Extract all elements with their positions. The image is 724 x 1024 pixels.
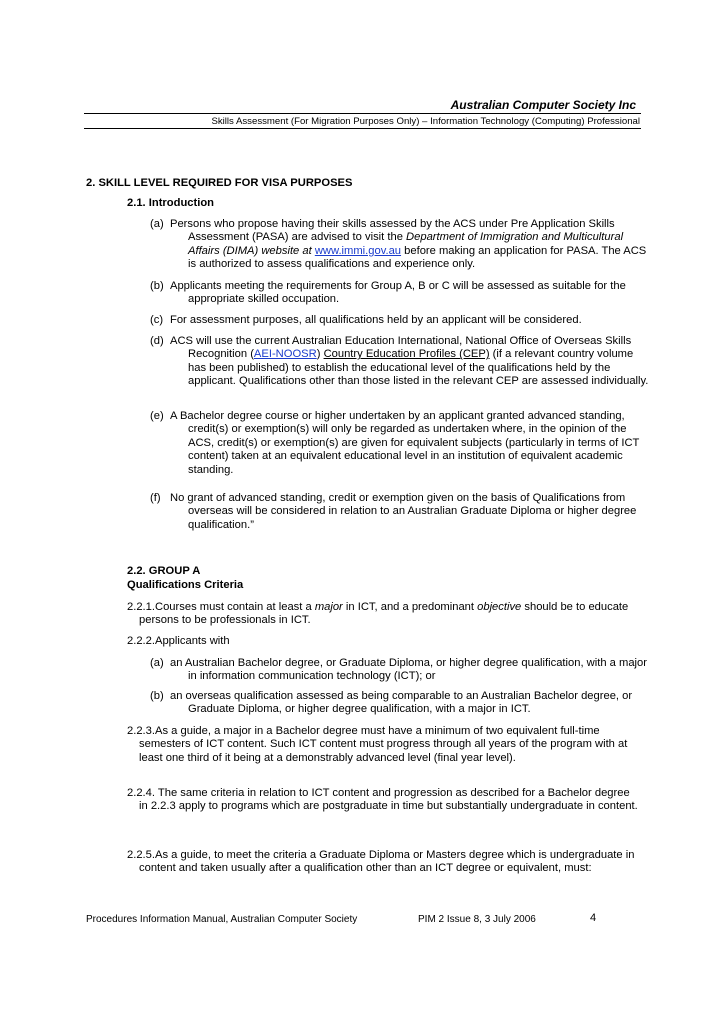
item-d-label: (d) [150,335,164,347]
item-a-label: (a) [150,218,164,230]
item-222a-label: (a) [150,657,164,669]
para-2-2-2: 2.2.2.Applicants with [127,635,230,647]
header-org-name: Australian Computer Society Inc [450,98,636,112]
item-b-label: (b) [150,280,164,292]
item-d-text: ACS will use the current Australian Education International, National Office of Overseas Skills Recognition (AEI-NOOSR) Country Education Profiles (CEP) (if a relevant country volume has been published) to establish the educational level of the qualifications held by the applicant. Qualifications other than those listed in the relevant CEP are assessed individually. [170,335,649,388]
item-f-label: (f) [150,492,161,504]
header-subtitle: Skills Assessment (For Migration Purposes Only) – Information Technology (Computing) Professional [211,116,640,127]
header-rule-top [84,113,641,114]
section-heading: 2. SKILL LEVEL REQUIRED FOR VISA PURPOSES [86,177,353,189]
immi-link[interactable]: www.immi.gov.au [314,244,402,257]
item-c-text: For assessment purposes, all qualifications held by an applicant will be considered. [170,314,582,326]
item-b-text: Applicants meeting the requirements for Group A, B or C will be assessed as suitable for the appropriate skilled occupation. [170,280,626,306]
para-2-2-1: 2.2.1.Courses must contain at least a major in ICT, and a predominant objective should be to educate persons to be professionals in ICT. [127,601,629,627]
item-c-label: (c) [150,314,164,326]
page-number: 4 [590,912,597,924]
footer-left: Procedures Information Manual, Australian Computer Society [86,914,358,925]
aei-noosr-link[interactable]: AEI-NOOSR [253,348,317,361]
item-222a-text: an Australian Bachelor degree, or Graduate Diploma, or higher degree qualification, with a major in information communication technology (ICT); or [170,657,647,683]
footer-issue: PIM 2 Issue 8, 3 July 2006 [418,914,536,925]
item-222b-label: (b) [150,690,164,702]
item-e-text: A Bachelor degree course or higher undertaken by an applicant granted advanced standing, credit(s) or exemption(s) will only be regarded as undertaken where, in the opinion of the ACS, credit(s) or exemption(s) are given for equivalent subjects (particularly in terms of ICT content) taken at an equivalent educational level in an institution of equivalent academic standing. [170,410,640,476]
para-2-2-4: 2.2.4. The same criteria in relation to ICT content and progression as described for a Bachelor degree in 2.2.3 apply to programs which are postgraduate in time but substantially undergraduate in content. [127,787,638,813]
intro-heading: 2.1. Introduction [127,197,215,209]
item-e-label: (e) [150,410,164,422]
header-rule-bottom [84,128,641,129]
group-a-heading: 2.2. GROUP A [127,565,201,577]
para-2-2-3: 2.2.3.As a guide, a major in a Bachelor degree must have a minimum of two equivalent full-time semesters of ICT content. Such ICT content must progress through all years of the program with at least one third of it being at a demonstrably advanced level (final year level). [127,725,628,764]
item-f-text: No grant of advanced standing, credit or exemption given on the basis of Qualifications from overseas will be considered in relation to an Australian Graduate Diploma or higher degree qualification.” [170,492,637,531]
para-2-2-5: 2.2.5.As a guide, to meet the criteria a Graduate Diploma or Masters degree which is undergraduate in content and taken usually after a qualification other than an ICT degree or equivalent, must: [127,849,635,875]
criteria-heading: Qualifications Criteria [127,579,244,591]
item-222b-text: an overseas qualification assessed as being comparable to an Australian Bachelor degree, or Graduate Diploma, or higher degree qualification, with a major in ICT. [170,690,633,716]
item-a-text: Persons who propose having their skills assessed by the ACS under Pre Application Skills Assessment (PASA) are advised to visit the Department of Immigration and Multicultural Affairs (DIMA) website at www.immi.gov.au before making an application for PASA. The ACS is authorized to assess qualifications and experience only. [170,218,647,271]
cep-link[interactable]: Country Education Profiles (CEP) [323,348,490,361]
